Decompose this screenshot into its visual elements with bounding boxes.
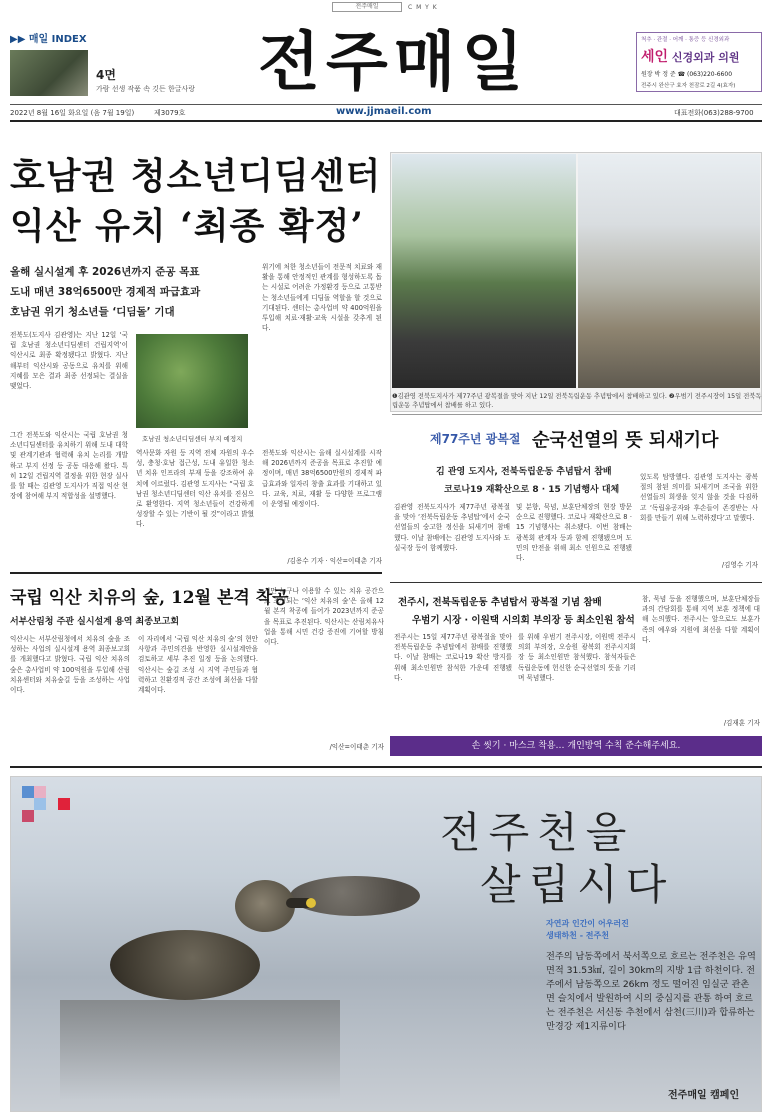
photo-story-col3: 있도록 탐방했다. 김관영 도지사는 광복절의 참된 의미를 되새기며 조국을 위한 선열들의 희생을 잊지 않을 것을 다짐하고 ‘독립유공자와 후손들이 존경받는 사회를 만들기 위해 노력하겠다’고 말했다. (640, 473, 758, 522)
campaign-title-1: 전주천을 (440, 808, 635, 857)
forest-story-col3: 시민 누구나 이용할 수 있는 치유 공간으로 조성되는 ‘익산 치유의 숲’은 올해 12월 본격 착공에 들어가 2023년까지 준공을 목표로 추진된다. 익산시는 산림치유사업을 통해 시민 건강 증진에 기여할 방침이다. (264, 587, 384, 647)
mayor-memorial-photo[interactable] (578, 154, 760, 388)
print-color-marks: C M Y K (408, 4, 438, 11)
publication-date: 2022년 8월 16일 화요일 (음 7월 19일) (10, 109, 135, 117)
lead-body-col3b: 전북도와 익산시는 올해 실시설계를 시작해 2026년까지 준공을 목표로 추진할 예정이며, 매년 38억6500만원의 경제적 파급효과와 일자리 창출 효과를 기대하고 있다. 교육, 치료, 재활 등 다양한 프로그램이 운영될 예정이다. (262, 449, 382, 509)
jeonju-story-subhead: 우범기 시장 · 이원택 시의회 부의장 등 최소인원 참석 (412, 615, 635, 626)
river-rock (290, 876, 420, 916)
jeonju-story-headline[interactable]: 전주시, 전북독립운동 추념탑서 광복절 기념 참배 (398, 597, 602, 608)
governor-memorial-photo[interactable] (392, 154, 576, 388)
lead-body-col2: 역사문화 자원 등 지역 전체 자원의 우수성, 충청·호남 접근성, 도내 유일한 청소년 치유 인프라의 부재 등을 강조하여 유치에 이르렀다. 김관영 도지사는 “국립 호남권 청소년디딤센터 익산 유치를 진심으로 환영한다. 지역 청소년들이 건강하게 성장할 수 있는 기반이 될 것”이라고 밝혔다. (136, 449, 254, 529)
photo-story-col1: 김관영 전북도지사가 제77주년 광복절을 맞아 ‘전북독립운동 추념탑’에서 순국선열들의 숭고한 정신을 되새기며 참배했다. 이날 참배에는 김관영 도지사와 도 실국장 등이 함께했다. (394, 503, 510, 552)
index-thumbnail-photo[interactable] (10, 50, 88, 96)
jeonju-story-col3: 참, 묵념 등을 진행했으며, 보훈단체장들과의 간담회를 통해 지역 보훈 정책에 대해 논의했다. 전주시는 앞으로도 보훈가족의 예우와 지원에 최선을 다할 계획이다. (642, 595, 760, 644)
forest-story-col2: 이 자리에서 ‘국립 익산 치유의 숲’의 현안사항과 주민의견을 반영한 실시설계안을 검토하고 세부 추진 일정 등을 논의했다. 익산시는 숲길 조성 시 지역 주민들과 협력하고 친환경적 공간 조성에 최선을 다할 계획이다. (138, 635, 258, 695)
lead-body-col3: 위기에 처한 청소년들이 전문적 치료와 재활을 통해 안정적인 관계를 형성하도록 돕는 시설로 어려운 가정환경 등으로 고통받는 청소년들에게 디딤돌 역할을 할 것으로 기대된다. 센터는 총사업비 약 400억원을 투입해 치료·재활·교육 시설을 갖추게 된다. (262, 263, 382, 333)
lead-body-col1: 전북도(도지사 김관영)는 지난 12일 ‘국립 호남권 청소년디딤센터 건립지역’이 익산시로 최종 확정됐다고 밝혔다. 지난해부터 익산시와 공동으로 유치를 위해 지혜를 모은 결과 최종 선정되는 결실을 맺었다. (10, 331, 128, 391)
header-rule (10, 120, 762, 122)
lead-subhead-3: 호남권 위기 청소년들 ‘디딤돌’ 기대 (10, 306, 175, 318)
photo-story-caption: ❶김관영 전북도지사가 제77주년 광복절을 맞아 지난 12일 전북독립운동 추념탑에서 참배하고 있다. ❷우범기 전주시장이 15일 전북독립운동 추념탑에서 참배를 하고 있다. (392, 393, 762, 409)
clinic-ad[interactable] (636, 32, 762, 92)
campaign-kicker-2: 생태하천 - 전주천 (546, 931, 609, 940)
header-thin-rule (10, 104, 762, 105)
ad-clinic-name-b: 신경외과 의원 (668, 51, 740, 64)
campaign-body-text: 전주의 남동쪽에서 북서쪽으로 흐르는 전주천은 유역면적 31.53㎢, 길이 30km의 지방 1급 하천이다. 전주에서 남동쪽으로 26km 정도 떨어진 임실군 관촌면 슬치에서 발원하여 시의 중심지를 관통 하여 흐르는 전주천은 서신동 추천에서 삼천(三川)과 합류하는 만경강 제1지류이다 (546, 951, 756, 1032)
forest-story-col1: 익산시는 서부산림청에서 치유의 숲을 조성하는 사업의 실시설계 용역 최종보고회를 개최했다고 밝혔다. 국립 익산 치유의 숲은 총사업비 약 100억원을 투입해 산림치유센터와 치유숲길 등을 조성하는 사업이다. (10, 635, 130, 695)
lead-subhead-1: 올해 실시설계 후 2026년까지 준공 목표 (10, 266, 200, 278)
ad-clinic-name-a: 세인 (641, 49, 669, 65)
deco-square-lightblue (34, 798, 46, 810)
deco-square-red (58, 798, 70, 810)
ad-address: 전주시 완산구 효자 천잠로 2길 4(효자) (641, 83, 736, 89)
lead-headline-line2[interactable]: 익산 유치 ‘최종 확정’ (10, 205, 364, 247)
lead-byline: /김용수 기자 · 익산=이태춘 기자 (287, 557, 382, 565)
photo-story-divider (392, 414, 762, 415)
index-page-number[interactable]: 4면 (96, 68, 116, 82)
photo-story-col2: 및 분향, 묵념, 보훈단체장의 현장 방문 순으로 진행했다. 코로나 재확산으로 8 · 15 기념행사는 취소됐다. 이번 참배는 광복회 관계자 등과 함께 진행됐으며 도민의 안전을 위해 최소 인원으로 진행됐다. (516, 503, 632, 563)
deco-square-rose (22, 810, 34, 822)
photo-story-kicker: 제77주년 광복절 (430, 432, 521, 446)
photo-story-subhead-2: 코로나19 재확산으로 8 · 15 기념행사 대체 (444, 485, 620, 495)
ad-clinic-name (641, 46, 757, 66)
photo-story-byline: /김영수 기자 (721, 561, 758, 569)
quarantine-banner: 손 씻기 · 마스크 착용… 개인방역 수칙 준수해주세요. (390, 736, 762, 756)
duck-body (110, 930, 260, 1000)
photo-story-bottom-rule (390, 582, 762, 583)
lead-body-col1b: 그간 전북도와 익산시는 국립 호남권 청소년디딤센터를 유치하기 위해 도내 대학 및 관계기관과 협력해 유치 논리를 개발하고 부지 선정 등 공동 대응해 왔다. 특히 12일 건립지역 결정을 위한 현장 실사를 할 때는 김관영 도지사가 직접 익산 현장에 참여해 부지 적합성을 설명했다. (10, 431, 128, 501)
ad-tagline: 척추 · 관절 · 어깨 · 통증 등 신경외과 (641, 37, 730, 43)
lead-headline-line1[interactable]: 호남권 청소년디딤센터 (10, 155, 382, 197)
forest-story-headline[interactable]: 국립 익산 치유의 숲, 12월 본격 착공 (10, 588, 289, 608)
deco-square-blue (22, 786, 34, 798)
index-label: ▶▶ 매일 INDEX (10, 34, 87, 45)
duck-bill-tip (306, 898, 316, 908)
lead-bottom-rule (10, 572, 382, 574)
jeonju-story-col2: 를 위해 우범기 전주시장, 이원택 전주시의회 부의장, 오승원 광복회 전주시지회장 등 최소인원만 참석했다. 참석자들은 독립운동에 헌신한 순국선열의 뜻을 기리며 묵념했다. (518, 633, 636, 682)
main-phone: 대표전화(063)288-9700 (674, 109, 754, 117)
campaign-top-rule (10, 766, 762, 768)
lead-aerial-photo[interactable] (136, 334, 248, 428)
duck-reflection (60, 1000, 340, 1100)
lead-photo-caption: 호남권 청소년디딤센터 부지 예정지 (142, 435, 243, 443)
forest-story-byline: /익산=이태춘 기자 (329, 743, 384, 751)
forest-story-subhead: 서부산림청 주관 실시설계 용역 최종보고회 (10, 617, 180, 627)
newspaper-masthead: 전주매일 (258, 26, 530, 100)
deco-square-pink (34, 786, 46, 798)
photo-story-subhead-1: 김 관영 도지사, 전북독립운동 추념탑서 참배 (436, 467, 612, 477)
ad-phone: 원장 박 정 준 ☎ (063)220-6600 (641, 71, 733, 78)
top-color-chip: 전주매일 (332, 2, 402, 12)
campaign-title-2: 살립시다 (480, 860, 675, 909)
jeonju-story-col1: 전주시는 15일 제77주년 광복절을 맞아 전북독립운동 추념탑에서 참배를 진행했다. 이날 참배는 코로나19 확산 방지를 위해 최소인원만 참석한 가운데 진행됐다. (394, 633, 512, 682)
campaign-kicker-1: 자연과 인간이 어우러진 (546, 919, 629, 928)
index-description: 가람 선생 작품 속 깃든 한글사랑 (96, 85, 196, 93)
campaign-signature: 전주매일 캠페인 (668, 1090, 740, 1101)
website-link[interactable]: www.jjmaeil.com (336, 106, 432, 117)
lead-subhead-2: 도내 매년 38억6500만 경제적 파급효과 (10, 286, 201, 298)
photo-story-headline[interactable]: 순국선열의 뜻 되새기다 (532, 430, 719, 451)
jeonju-story-byline: /김재훈 기자 (723, 719, 760, 727)
issue-number: 제3079호 (154, 109, 186, 117)
